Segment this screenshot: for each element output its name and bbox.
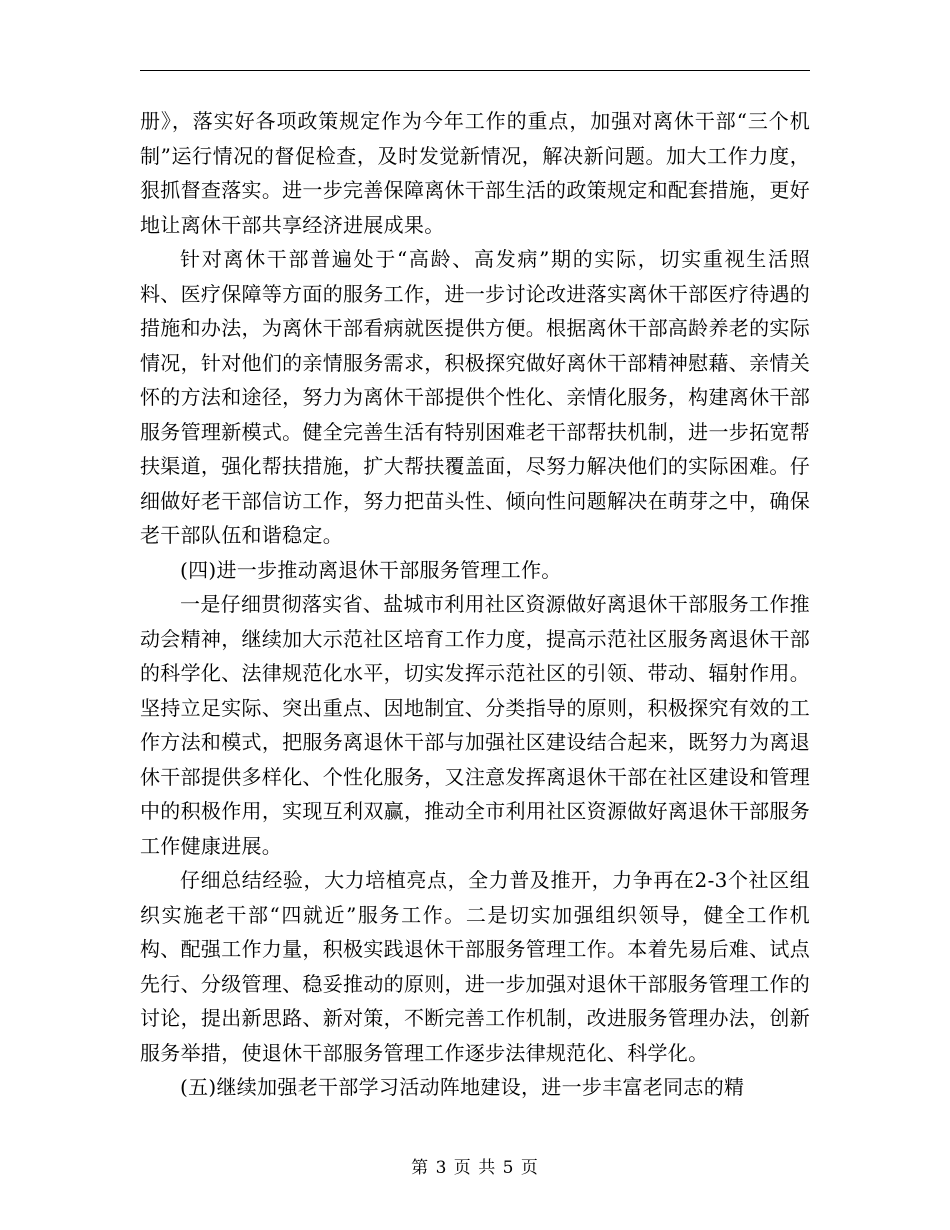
section-heading-4: (四)进一步推动离退休干部服务管理工作。 bbox=[180, 557, 562, 582]
header-divider bbox=[140, 70, 810, 71]
paragraph-4: 仔细总结经验，大力培植亮点，全力普及推开，力争再在2-3个社区组织实施老干部“四就近”服务工作。二是切实加强组织领导，健全工作机构、配强工作力量，积极实践退休干部服务管理工作。本着先易后难、试点先行、分级管理、稳妥推动的原则，进一步加强对退休干部服务管理工作的讨论，提出新思路、新对策，不断完善工作机制，改进服务管理办法，创新服务举措，使退休干部服务管理工作逐步法律规范化、科学化。 bbox=[140, 868, 810, 1065]
section-heading-5: (五)继续加强老干部学习活动阵地建设，进一步丰富老同志的精 bbox=[180, 1075, 745, 1099]
paragraph-2: 针对离休干部普遍处于“高龄、高发病”期的实际，切实重视生活照料、医疗保障等方面的服务工作，进一步讨论改进落实离休干部医疗待遇的措施和办法，为离休干部看病就医提供方便。根据离休干部高龄养老的实际情况，针对他们的亲情服务需求，积极探究做好离休干部精神慰藉、亲情关怀的方法和途径，努力为离休干部提供个性化、亲情化服务，构建离休干部服务管理新模式。健全完善生活有特别困难老干部帮扶机制，进一步拓宽帮扶渠道，强化帮扶措施，扩大帮扶覆盖面，尽努力解决他们的实际困难。仔细做好老干部信访工作，努力把苗头性、倾向性问题解决在萌芽之中，确保老干部队伍和谐稳定。 bbox=[140, 247, 810, 547]
page-number: 第 3 页 共 5 页 bbox=[411, 1158, 539, 1178]
paragraph-1: 册》，落实好各项政策规定作为今年工作的重点，加强对离休干部“三个机制”运行情况的督促检查，及时发觉新情况，解决新问题。加大工作力度，狠抓督查落实。进一步完善保障离休干部生活的政策规定和配套措施，更好地让离休干部共享经济进展成果。 bbox=[140, 109, 810, 237]
document-body bbox=[140, 104, 810, 1105]
paragraph-3: 一是仔细贯彻落实省、盐城市利用社区资源做好离退休干部服务工作推动会精神，继续加大示范社区培育工作力度，提高示范社区服务离退休干部的科学化、法律规范化水平，切实发挥示范社区的引领、带动、辐射作用。坚持立足实际、突出重点、因地制宜、分类指导的原则，积极探究有效的工作方法和模式，把服务离退休干部与加强社区建设结合起来，既努力为离退休干部提供多样化、个性化服务，又注意发挥离退休干部在社区建设和管理中的积极作用，实现互利双赢，推动全市利用社区资源做好离退休干部服务工作健康进展。 bbox=[140, 592, 810, 858]
